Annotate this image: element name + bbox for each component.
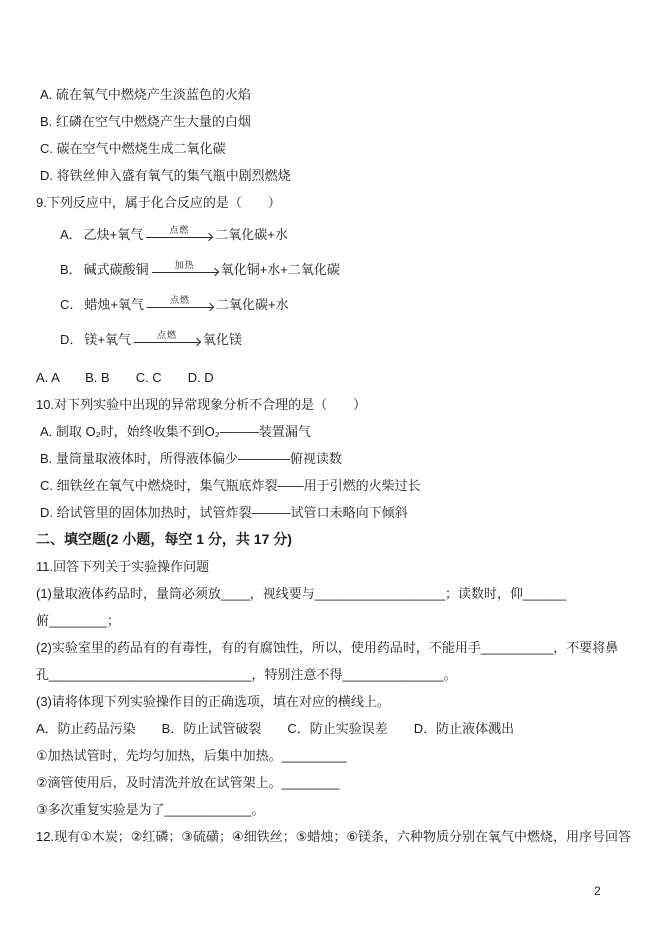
- equation-products: 氧化镁: [202, 332, 242, 347]
- q11-part3-item-1: ①加热试管时，先均匀加热，后集中加热。_________: [36, 748, 347, 763]
- q8-option-a: A. 硫在氧气中燃烧产生淡蓝色的火焰: [40, 87, 251, 102]
- reaction-condition: 加热: [174, 259, 195, 270]
- q11-part3-intro: (3)请将体现下列实验操作目的正确选项，填在对应的横线上。: [36, 694, 390, 709]
- q10-option-d: D. 给试管里的固体加热时，试管炸裂———试管口未略向下倾斜: [40, 505, 408, 520]
- q12-stem: 12.现有①木炭；②红磷；③硫磺；④细铁丝；⑤蜡烛；⑥镁条，六种物质分别在氧气中燃烧，用序号回答: [36, 829, 631, 844]
- q8-option-b: B. 红磷在空气中燃烧产生大量的白烟: [40, 114, 251, 129]
- q8-option-c: C. 碳在空气中燃烧生成二氧化碳: [40, 141, 226, 156]
- q8-option-d: D. 将铁丝伸入盛有氧气的集气瓶中剧烈燃烧: [40, 168, 291, 183]
- arrow-icon: [152, 272, 218, 273]
- arrow-icon: [147, 307, 213, 308]
- page-number: 2: [594, 884, 601, 898]
- q9-equation-a: [36, 216, 631, 251]
- q9-equation-c: [36, 286, 631, 321]
- equation-products: 氧化铜+水+二氧化碳: [220, 262, 340, 277]
- q11-part3-choices: A．防止药品污染 B．防止试管破裂 C．防止实验误差 D．防止液体溅出: [36, 721, 515, 736]
- equation-label: C．: [60, 297, 83, 312]
- q11-part2-line2: 孔____________________________，特别注意不得______________。: [36, 667, 457, 682]
- equation-reactants: 蜡烛+氧气: [84, 297, 144, 312]
- equation-label: A．: [60, 227, 82, 242]
- reaction-arrow: [152, 260, 218, 278]
- equation-products: 二氧化碳+水: [215, 227, 288, 242]
- q11-part1-line2: 俯________；: [36, 613, 120, 628]
- q9-stem: 9.下列反应中，属于化合反应的是（ ）: [36, 195, 281, 210]
- q11-part1-line1: (1)量取液体药品时，量筒必须放____，视线要与__________________；读数时，仰______: [36, 586, 567, 601]
- reaction-arrow: [146, 225, 212, 243]
- q10-option-a: A. 制取 O₂时，始终收集不到O₂———装置漏气: [40, 424, 311, 439]
- equation-label: B．: [60, 262, 82, 277]
- q10-stem: 10.对下列实验中出现的异常现象分析不合理的是（ ）: [36, 397, 367, 412]
- arrow-icon: [146, 237, 212, 238]
- equation-reactants: 乙炔+氧气: [83, 227, 144, 242]
- reaction-arrow: [147, 295, 213, 313]
- section-heading: 二、填空题(2 小题，每空 1 分，共 17 分): [36, 531, 292, 547]
- equation-products: 二氧化碳+水: [215, 297, 289, 312]
- q11-part3-item-2: ②滴管使用后，及时清洗并放在试管架上。________: [36, 775, 340, 790]
- q9-equation-b: [36, 251, 631, 286]
- q11-part2-line1: (2)实验室里的药品有的有毒性，有的有腐蚀性，所以，使用药品时，不能用手__________，不要将鼻: [36, 640, 619, 655]
- q9-answer-row: A. A B. B C. C D. D: [36, 370, 214, 385]
- q10-option-b: B. 量筒量取液体时，所得液体偏少————俯视读数: [40, 451, 342, 466]
- equation-reactants: 碱式碳酸铜: [83, 262, 149, 277]
- arrow-icon: [134, 342, 200, 343]
- reaction-arrow: [134, 330, 200, 348]
- reaction-condition: 点燃: [169, 294, 190, 305]
- reaction-condition: 点燃: [169, 224, 190, 235]
- reaction-condition: 点燃: [156, 329, 177, 340]
- q11-stem: 11.回答下列关于实验操作问题: [36, 559, 210, 574]
- q9-equation-d: [36, 321, 631, 356]
- equation-reactants: 镁+氧气: [84, 332, 131, 347]
- q11-part3-item-3: ③多次重复实验是为了____________。: [36, 802, 265, 817]
- q10-option-c: C. 细铁丝在氧气中燃烧时，集气瓶底炸裂——用于引燃的火柴过长: [40, 478, 421, 493]
- equation-label: D．: [60, 332, 83, 347]
